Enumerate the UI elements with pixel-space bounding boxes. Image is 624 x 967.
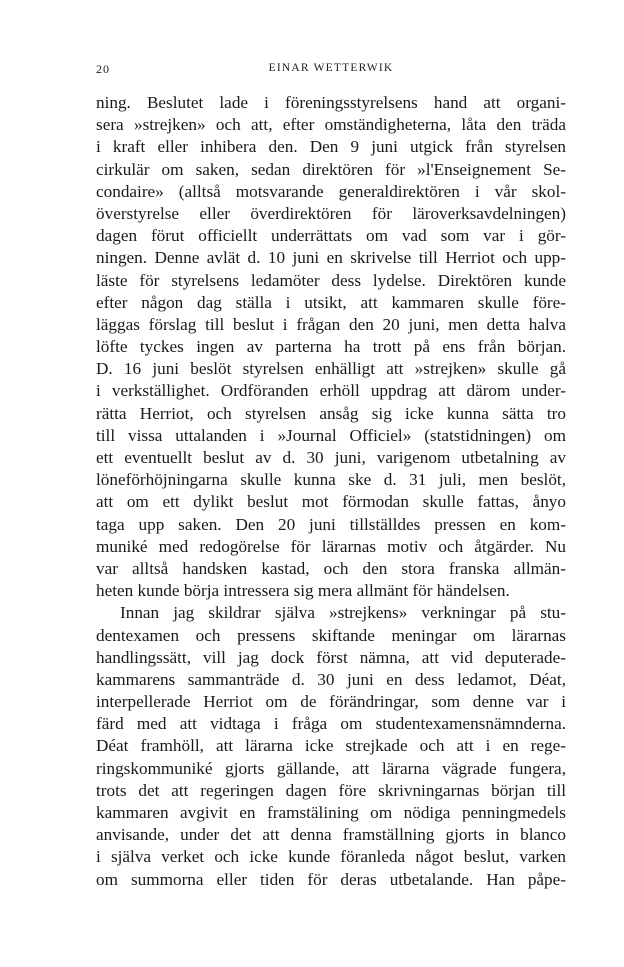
text-line: i själva verket och icke kunde föranleda något beslut, varken (96, 847, 566, 867)
text-line: färd med att vidtaga i fråga om studentexamensnämnderna. (96, 714, 566, 734)
text-line: taga upp saken. Den 20 juni tillställdes pressen en kom- (96, 514, 566, 534)
text-line: dagen förut officiellt underrättats om vad som var i gör- (96, 226, 566, 246)
text-line: kammarens sammanträde d. 30 juni en dess ledamot, Déat, (96, 669, 566, 689)
text-line: läste för styrelsens ledamöter dess lydelse. Direktören kunde (96, 270, 566, 290)
page-number: 20 (96, 62, 110, 76)
text-line: muniké med redogörelse för lärarnas motiv och åtgärder. Nu (96, 536, 566, 556)
text-line: i verkställighet. Ordföranden erhöll uppdrag att därom under- (96, 381, 566, 401)
body-text (96, 92, 566, 891)
text-line: kammaren avgivit en framstälining om nödiga penningmedels (96, 803, 566, 822)
text-line: löfte tyckes ingen av parterna ha trott på ens från början. (96, 337, 566, 357)
text-line: ning. Beslutet lade i föreningsstyrelsens hand att organi- (96, 93, 566, 112)
text-line: cirkulär om saken, sedan direktören för »l'Enseignement Se- (96, 159, 566, 179)
text-line: till vissa uttalanden i »Journal Officiel» (statstidningen) om (96, 425, 566, 445)
text-line: att om ett dylikt beslut mot förmodan skulle fattas, ånyo (96, 492, 566, 512)
text-line: Déat framhöll, att lärarna icke strejkade och att i en rege- (96, 736, 566, 756)
running-head (96, 62, 566, 80)
text-line: anvisande, under det att denna framställning gjorts in blanco (96, 825, 566, 845)
text-line: om summorna eller tiden för deras utbetalande. Han påpe- (96, 869, 566, 889)
text-line: handlingssätt, vill jag dock först nämna, att vid deputerade- (96, 647, 566, 667)
text-line: efter någon dag ställa i utsikt, att kammaren skulle före- (96, 292, 566, 312)
text-line: ningen. Denne avlät d. 10 juni en skrivelse till Herriot och upp- (96, 248, 566, 268)
text-line: var alltså handsken kastad, och den stora franska allmän- (96, 558, 566, 578)
text-line: rätta Herriot, och styrelsen ansåg sig icke kunna sätta tro (96, 403, 566, 423)
text-line: ringskommuniké gjorts gällande, att lärarna vägrade fungera, (96, 758, 566, 778)
text-line: sera »strejken» och att, efter omständigheterna, låta den träda (96, 115, 566, 135)
text-line: D. 16 juni beslöt styrelsen enhälligt att »strejken» skulle gå (96, 359, 566, 379)
running-title: EINAR WETTERWIK (268, 62, 394, 74)
text-line: läggas förslag till beslut i frågan den 20 juni, men detta halva (96, 314, 566, 334)
text-line: condaire» (alltså motsvarande generaldirektören i vår skol- (96, 181, 566, 201)
text-line: trots det att regeringen dagen före skrivningarnas början till (96, 780, 566, 800)
text-line: överstyrelse eller överdirektören för läroverksavdelningen) (96, 203, 566, 223)
text-line: i kraft eller inhibera den. Den 9 juni utgick från styrelsen (96, 137, 566, 157)
text-line: löneförhöjningarna skulle kunna ske d. 31 juli, men beslöt, (96, 470, 566, 490)
text-line: dentexamen och pressens skiftande meningar om lärarnas (96, 625, 566, 645)
text-line: interpellerade Herriot om de förändringar, som denne var i (96, 692, 566, 712)
paragraph-start-line: Innan jag skildrar själva »strejkens» verkningar på stu- (120, 603, 566, 623)
text-line: ett eventuellt beslut av d. 30 juni, varigenom utbetalning av (96, 448, 566, 467)
paragraph-end-line: heten kunde börja intressera sig mera allmänt för händelsen. (96, 581, 510, 601)
